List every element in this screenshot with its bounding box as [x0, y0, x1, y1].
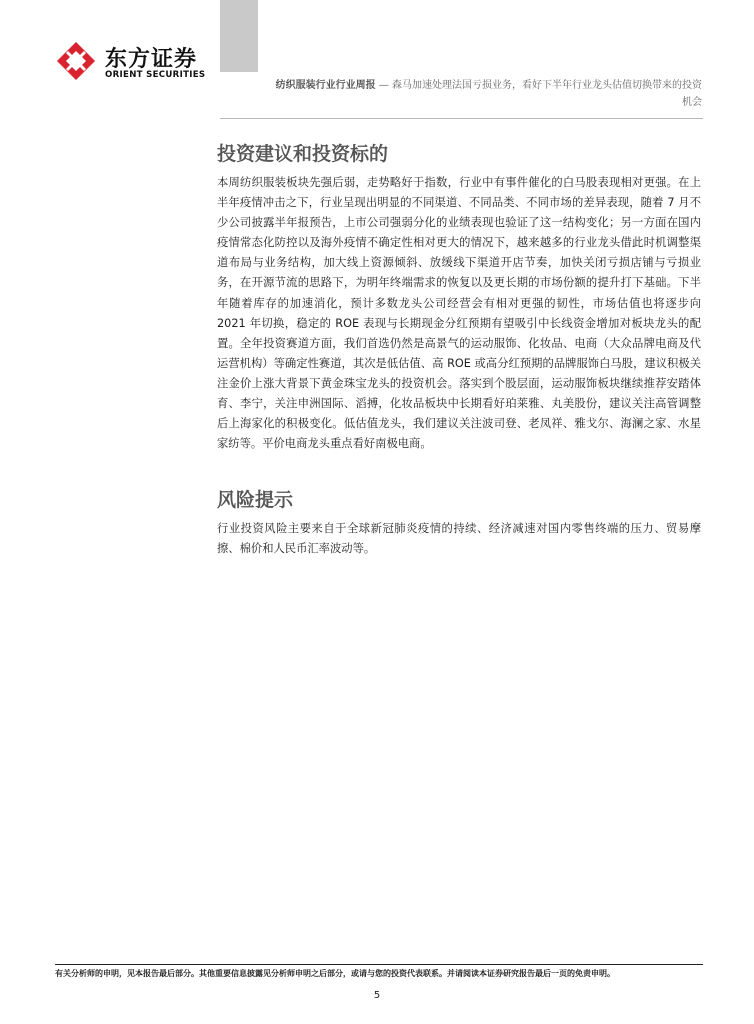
section-title-risk: 风险提示 — [217, 489, 294, 511]
page-number: 5 — [373, 990, 381, 1001]
report-title: — 森马加速处理法国亏损业务，看好下半年行业龙头估值切换带来的投资机会 — [378, 80, 702, 108]
header-gray-band — [220, 0, 258, 72]
section-title-investment: 投资建议和投资标的 — [217, 143, 389, 165]
section-body-risk: 行业投资风险主要来自于全球新冠肺炎疫情的持续、经济减速对国内零售终端的压力、贸易摩擦、棉价和人民币汇率波动等。 — [217, 522, 701, 556]
logo-chinese-name: 东方证券 — [105, 47, 198, 72]
footer-divider — [55, 964, 703, 965]
section-body-investment: 本周纺织服装板块先强后弱，走势略好于指数，行业中有事件催化的白马股表现相对更强。在上半年疫情冲击之下，行业呈现出明显的不同渠道、不同品类、不同市场的差异表现，随着 7 月不少公司披露半年报预告，上市公司强弱分化的业绩表现也验证了这一结构变化；另一方面在国内疫情常态化防控以及海外疫情不确定性相对更大的情况下，越来越多的行业龙头借此时机调整渠道布局与业务结构，加大线上资源倾斜、放缓线下渠道开店节奏，加快关闭亏损店铺与亏损业务，在开源节流的思路下，为明年终端需求的恢复以及更长期的市场份额的提升打下基础。下半年随着库存的加速消化，预计多数龙头公司经营会有相对更强的韧性，市场估值也将逐步向 2021 年切换，稳定的 ROE 表现与长期现金分红预期有望吸引中长线资金增加对板块龙头的配置。全年投资赛道方面，我们首选仍然是高景气的运动服饰、化妆品、电商（大众品牌电商及代运营机构）等确定性赛道，其次是低估值、高 ROE 或高分红预期的品牌服饰白马股，建议积极关注金价上涨大背景下黄金珠宝龙头的投资机会。落实到个股层面，运动服饰板块继续推荐安踏体育、李宁，关注申洲国际、滔搏，化妆品板块中长期看好珀莱雅、丸美股份，建议关注高管调整后上海家化的积极变化。低估值龙头，我们建议关注波司登、老凤祥、雅戈尔、海澜之家、水星家纺等。平价电商龙头重点看好南极电商。 — [217, 176, 701, 451]
header-divider — [220, 118, 703, 119]
company-logo — [55, 40, 215, 84]
report-series: 纺织服装行业行业周报 — [275, 80, 376, 91]
orient-logo-icon — [55, 40, 97, 82]
logo-english-name: ORIENT SECURITIES — [105, 70, 206, 80]
footer-disclaimer: 有关分析师的申明，见本报告最后部分。其他重要信息披露见分析师申明之后部分，或请与您的投资代表联系。并请阅读本证券研究报告最后一页的免责申明。 — [55, 969, 615, 978]
report-header-title — [270, 77, 702, 111]
